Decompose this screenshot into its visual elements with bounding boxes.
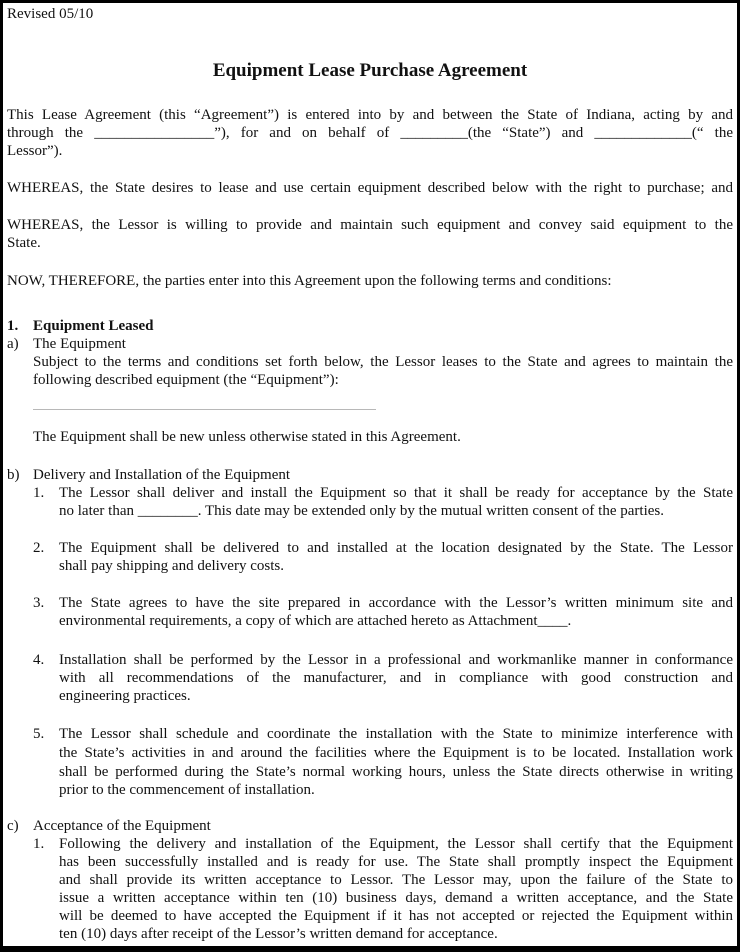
paragraph-line: Subject to the terms and conditions set forth below, the Lessor leases to the State and agrees to maintain the (33, 354, 733, 370)
now-therefore-clause: NOW, THEREFORE, the parties enter into this Agreement upon the following terms and conditions: (7, 273, 612, 289)
item-line: The Lessor shall deliver and install the Equipment so that it shall be ready for acceptance by the State (59, 485, 733, 501)
subsection-heading: Acceptance of the Equipment (33, 818, 211, 834)
item-line: has been successfully installed and is ready for use. The State shall promptly inspect the Equipment (59, 854, 733, 870)
subsection-heading: The Equipment (33, 336, 126, 352)
paragraph-line: The Equipment shall be new unless otherwise stated in this Agreement. (33, 429, 461, 445)
item-line: and shall provide its written acceptance to Lessor. The Lessor may, upon the failure of the State to (59, 872, 733, 888)
whereas-clause: State. (7, 235, 41, 251)
subsection-label: b) (7, 467, 20, 483)
item-line: shall pay shipping and delivery costs. (59, 558, 284, 574)
item-line: the State’s activities in and around the facilities where the Equipment is to be located. Installation work (59, 745, 733, 761)
intro-line: Lessor”). (7, 143, 63, 159)
intro-line: This Lease Agreement (this “Agreement”) is entered into by and between the State of Indiana, acting by and (7, 107, 733, 123)
subsection-label: c) (7, 818, 19, 834)
whereas-clause: WHEREAS, the Lessor is willing to provide and maintain such equipment and convey said equipment to the (7, 217, 733, 233)
document-title: Equipment Lease Purchase Agreement (212, 60, 528, 81)
section-number: 1. (7, 318, 19, 334)
item-line: issue a written acceptance within ten (10) business days, demand a written acceptance, and the State (59, 890, 733, 906)
revision-note: Revised 05/10 (7, 6, 94, 22)
item-number: 4. (33, 652, 45, 668)
item-line: Following the delivery and installation of the Equipment, the Lessor shall certify that the Equipment (59, 836, 733, 852)
intro-line: through the ________________”), for and on behalf of _________(the “State”) and _____________(“ the (7, 125, 733, 141)
item-number: 3. (33, 595, 45, 611)
item-number: 5. (33, 726, 45, 742)
item-line: The State agrees to have the site prepared in accordance with the Lessor’s written minimum site and (59, 595, 733, 611)
item-line: environmental requirements, a copy of which are attached hereto as Attachment____. (59, 613, 572, 629)
item-line: shall be performed during the State’s normal working hours, unless the State directs otherwise in writing (59, 764, 733, 780)
subsection-label: a) (7, 336, 19, 352)
item-line: Installation shall be performed by the Lessor in a professional and workmanlike manner in conformance (59, 652, 733, 668)
equipment-description-blank (33, 409, 376, 410)
paragraph-line: following described equipment (the “Equipment”): (33, 372, 339, 388)
whereas-clause: WHEREAS, the State desires to lease and use certain equipment described below with the right to purchase; and (7, 180, 733, 196)
item-line: no later than ________. This date may be extended only by the mutual written consent of the parties. (59, 503, 664, 519)
document-page (3, 3, 737, 946)
item-number: 1. (33, 485, 45, 501)
item-line: with all recommendations of the manufacturer, and in compliance with good construction and (59, 670, 733, 686)
item-line: ten (10) days after receipt of the Lessor’s written demand for acceptance. (59, 926, 498, 942)
section-heading: Equipment Leased (33, 318, 154, 334)
item-number: 1. (33, 836, 45, 852)
item-line: engineering practices. (59, 688, 191, 704)
item-line: The Lessor shall schedule and coordinate the installation with the State to minimize interference with (59, 726, 733, 742)
item-line: The Equipment shall be delivered to and installed at the location designated by the State. The Lessor (59, 540, 733, 556)
item-line: will be deemed to have accepted the Equipment if it has not accepted or rejected the Equipment within (59, 908, 733, 924)
item-line: prior to the commencement of installation. (59, 782, 315, 798)
subsection-heading: Delivery and Installation of the Equipment (33, 467, 291, 483)
item-number: 2. (33, 540, 45, 556)
